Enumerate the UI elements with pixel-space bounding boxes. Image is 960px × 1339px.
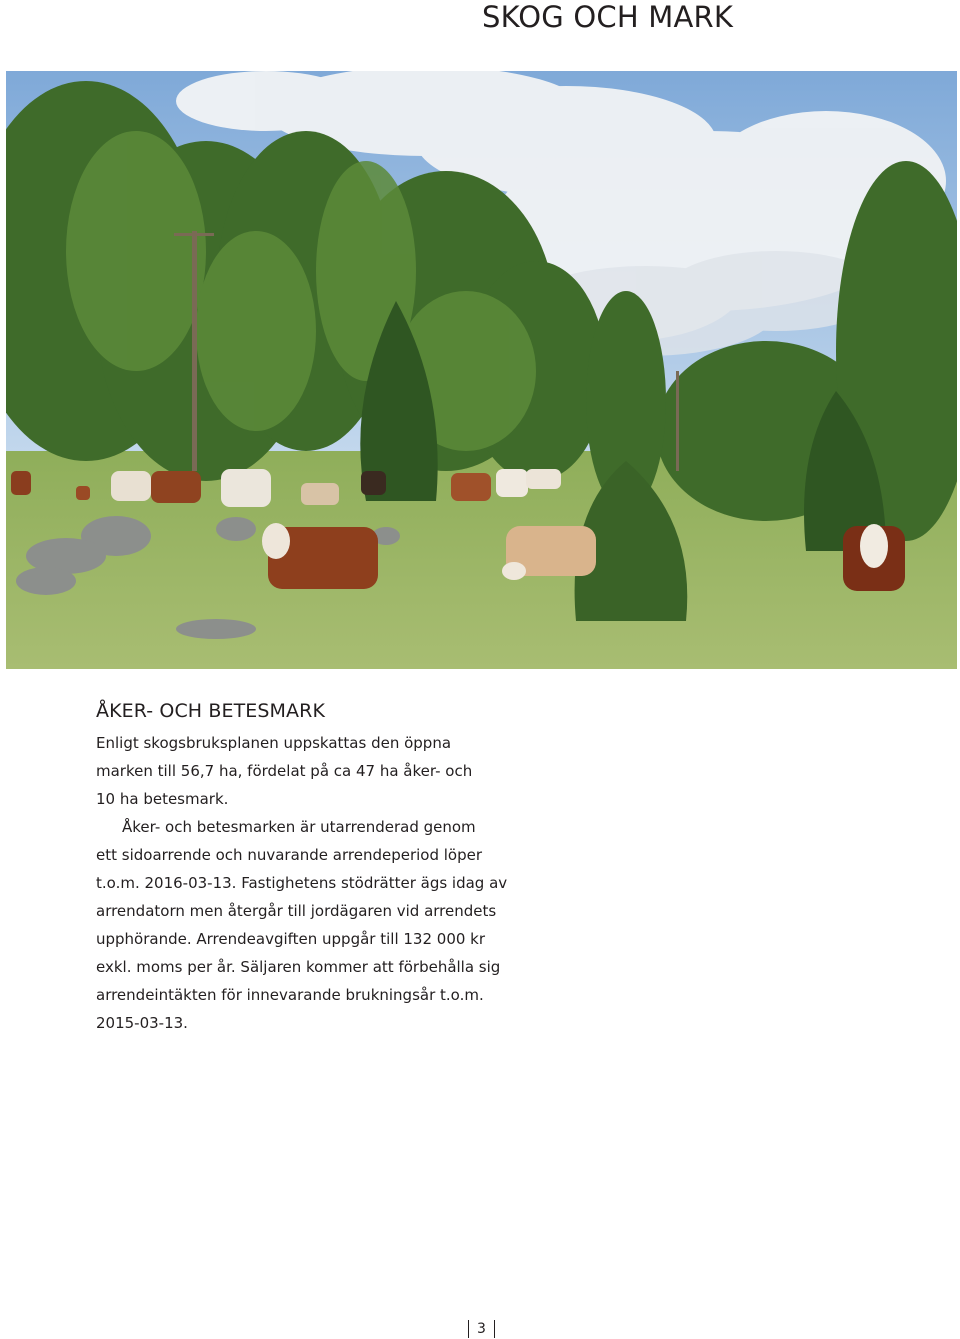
arable-pasture-section bbox=[96, 699, 516, 1037]
pasture-photo-icon bbox=[6, 71, 957, 669]
body-line: 2015-03-13. bbox=[96, 1014, 188, 1032]
section-heading: ÅKER- OCH BETESMARK bbox=[96, 700, 325, 722]
body-line: arrendatorn men återgår till jordägaren vid arrendets bbox=[96, 902, 497, 920]
page-title: SKOG OCH MARK bbox=[482, 0, 734, 34]
pasture-photo bbox=[6, 71, 957, 669]
page-number-value: 3 bbox=[477, 1321, 486, 1337]
body-line: arrendeintäkten för innevarande brukningsår t.o.m. bbox=[96, 986, 484, 1004]
body-line: Åker- och betesmarken är utarrenderad genom bbox=[122, 818, 476, 836]
page-number bbox=[468, 1319, 495, 1339]
body-line: marken till 56,7 ha, fördelat på ca 47 ha åker- och bbox=[96, 762, 473, 780]
body-line: Enligt skogsbruksplanen uppskattas den öppna bbox=[96, 734, 452, 752]
body-line: upphörande. Arrendeavgiften uppgår till 132 000 kr bbox=[96, 930, 486, 948]
body-line: exkl. moms per år. Säljaren kommer att förbehålla sig bbox=[96, 958, 501, 976]
body-line: 10 ha betesmark. bbox=[96, 790, 229, 808]
body-line: t.o.m. 2016-03-13. Fastighetens stödrätter ägs idag av bbox=[96, 874, 508, 892]
body-line: ett sidoarrende och nuvarande arrendeperiod löper bbox=[96, 846, 483, 864]
divider bbox=[494, 1320, 495, 1338]
